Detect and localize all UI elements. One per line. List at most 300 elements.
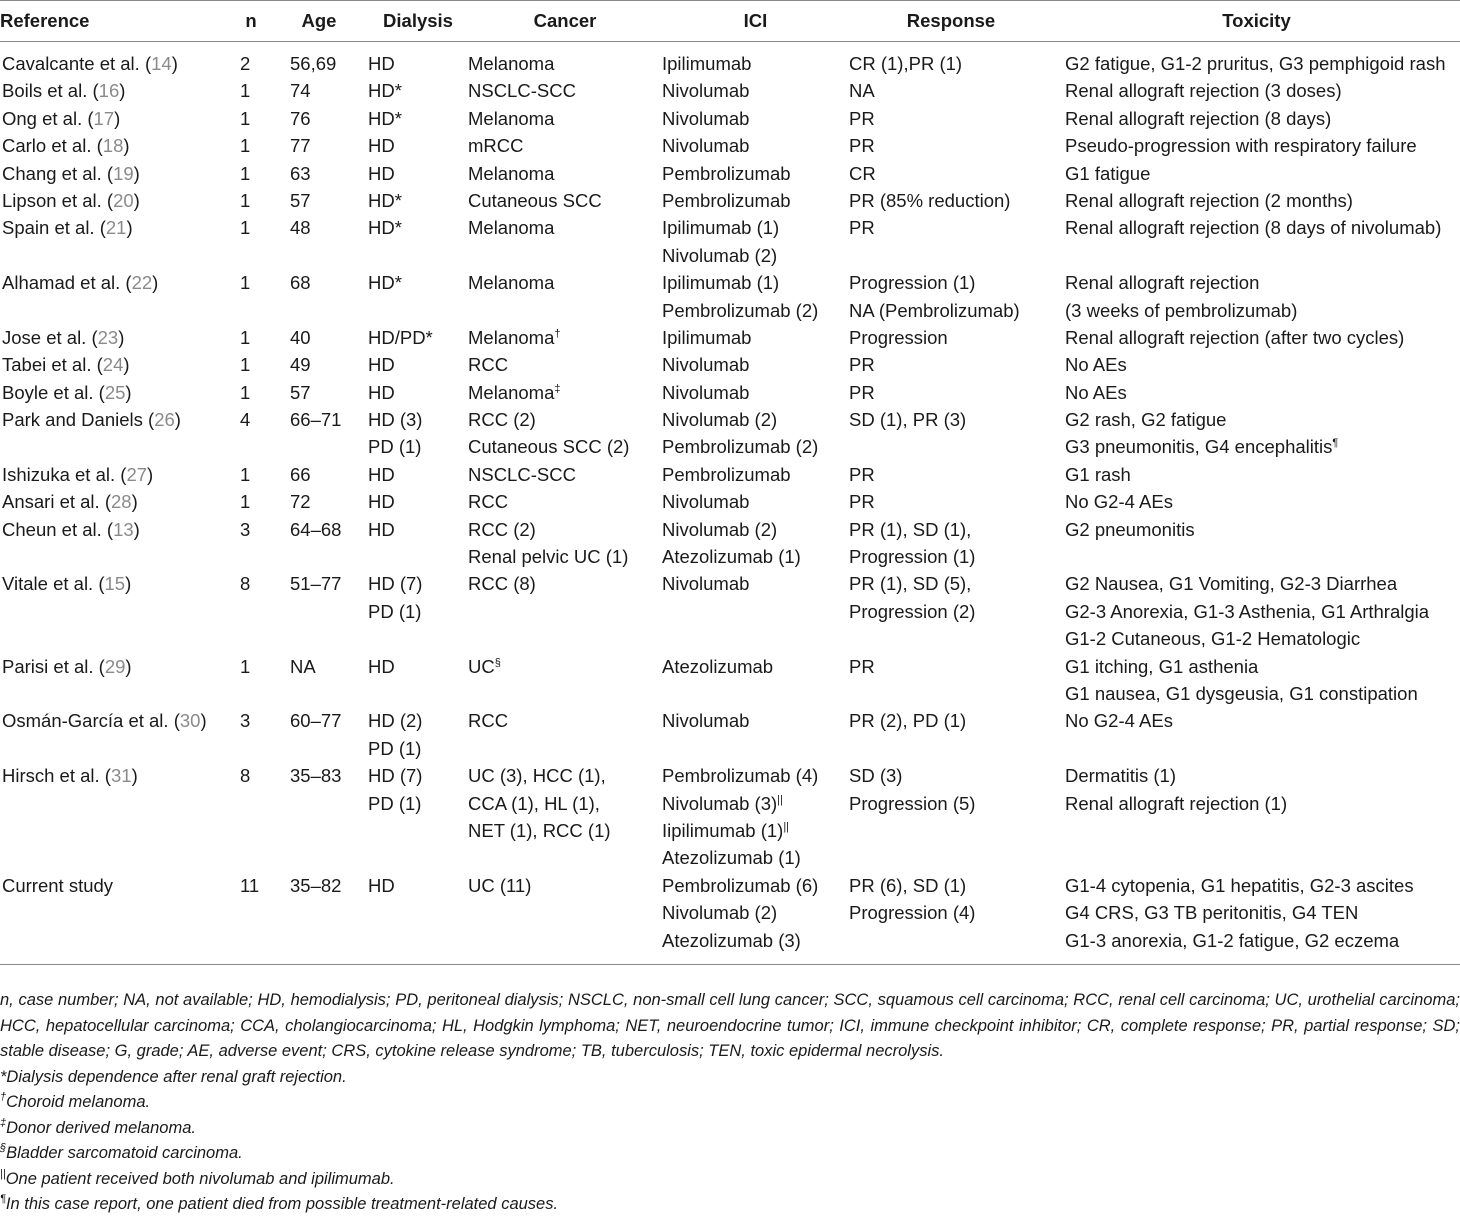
- age-value-text: 49: [290, 354, 311, 376]
- toxicity-line-text: G2 Nausea, G1 Vomiting, G2-3 Diarrhea: [1065, 573, 1398, 595]
- cell-cancer: [468, 351, 662, 378]
- response-line: [849, 297, 1053, 324]
- dialysis-line: [368, 379, 468, 406]
- cell-age: [270, 160, 368, 187]
- cell-toxicity: [1053, 461, 1460, 488]
- dialysis-line: [368, 488, 468, 515]
- citation-link[interactable]: 30: [179, 710, 201, 732]
- dialysis-line-text: HD*: [368, 189, 402, 211]
- ici-line: [662, 844, 849, 871]
- ici-line: [662, 488, 849, 515]
- citation-link[interactable]: 27: [126, 463, 148, 485]
- toxicity-line-text: Renal allograft rejection (3 doses): [1065, 80, 1342, 102]
- age-value-text: 66–71: [290, 409, 342, 431]
- ici-line: [662, 543, 849, 570]
- cell-toxicity: [1053, 379, 1460, 406]
- header-ici: ICI: [662, 1, 849, 42]
- cell-response: [849, 570, 1053, 652]
- cell-ici: [662, 653, 849, 708]
- n-value-text: 1: [240, 354, 251, 376]
- cancer-line-text: Melanoma: [468, 381, 555, 403]
- cell-cancer: [468, 160, 662, 187]
- toxicity-line: [1065, 214, 1460, 241]
- dialysis-line-text: HD: [368, 655, 395, 677]
- toxicity-line-text: G4 CRS, G3 TB peritonitis, G4 TEN: [1065, 902, 1359, 924]
- toxicity-line: [1065, 406, 1460, 433]
- n-value-text: 1: [240, 135, 251, 157]
- cell-cancer: [468, 516, 662, 571]
- cancer-line-text: RCC: [468, 354, 509, 376]
- table-row: [0, 214, 1460, 269]
- response-line: [849, 790, 1053, 817]
- ici-line-text: Atezolizumab (1): [662, 847, 801, 869]
- citation-link[interactable]: 17: [93, 107, 115, 129]
- age-value: [290, 488, 368, 515]
- citation-link[interactable]: 15: [104, 573, 126, 595]
- cancer-line-text: Melanoma: [468, 217, 555, 239]
- toxicity-line-text: G1 nausea, G1 dysgeusia, G1 constipation: [1065, 682, 1418, 704]
- cell-ici: [662, 324, 849, 351]
- citation-link[interactable]: 23: [97, 326, 119, 348]
- age-value-text: 48: [290, 217, 311, 239]
- response-line-text: PR: [849, 463, 875, 485]
- response-line-text: PR: [849, 135, 875, 157]
- age-value-text: 64–68: [290, 518, 342, 540]
- citation-link[interactable]: 22: [131, 272, 153, 294]
- cell-cancer: [468, 269, 662, 324]
- cell-ici: [662, 160, 849, 187]
- cancer-line: [468, 488, 662, 515]
- reference-author: Carlo et al.: [2, 135, 92, 157]
- toxicity-line: [1065, 570, 1460, 597]
- response-line: [849, 187, 1053, 214]
- cell-response: [849, 324, 1053, 351]
- ici-line-text: Pembrolizumab: [662, 463, 791, 485]
- citation-link[interactable]: 26: [154, 409, 175, 431]
- header-reference: Reference: [0, 1, 232, 42]
- dialysis-line-text: PD (1): [368, 436, 422, 458]
- dialysis-line: [368, 653, 468, 680]
- cell-reference: [0, 77, 232, 104]
- reference-line: Cheun et al. (13): [2, 518, 140, 540]
- reference-author: Osmán-García et al.: [2, 710, 169, 732]
- citation-link[interactable]: 24: [102, 354, 124, 376]
- cancer-line-text: RCC (2): [468, 518, 536, 540]
- cell-response: [849, 707, 1053, 762]
- ici-line-text: Nivolumab (2): [662, 409, 778, 431]
- ici-line-text: Ipilimumab (1): [662, 272, 780, 294]
- header-cancer: Cancer: [468, 1, 662, 42]
- toxicity-line: [1065, 160, 1460, 187]
- cancer-line: [468, 379, 662, 406]
- ici-line-text: Nivolumab (2): [662, 244, 778, 266]
- cell-response: [849, 488, 1053, 515]
- ici-line: [662, 160, 849, 187]
- cancer-line: [468, 351, 662, 378]
- toxicity-line-text: G1 fatigue: [1065, 162, 1151, 184]
- cell-age: [270, 379, 368, 406]
- cell-dialysis: [368, 516, 468, 571]
- footnote-line: [0, 1090, 1460, 1116]
- toxicity-line: [1065, 598, 1460, 625]
- reference-author: Current study: [2, 874, 114, 896]
- cell-response: [849, 42, 1053, 78]
- footnote-mark: ||: [783, 820, 790, 833]
- age-value: [290, 872, 368, 899]
- n-value-text: 3: [240, 710, 251, 732]
- n-value: [240, 50, 270, 77]
- cancer-line-text: Melanoma: [468, 107, 555, 129]
- cell-age: [270, 214, 368, 269]
- cell-cancer: [468, 379, 662, 406]
- dialysis-line: [368, 50, 468, 77]
- cancer-line: [468, 817, 662, 844]
- ici-line: [662, 351, 849, 378]
- cell-ici: [662, 461, 849, 488]
- citation-link[interactable]: 28: [111, 491, 132, 513]
- ici-line: [662, 461, 849, 488]
- cancer-line: [468, 105, 662, 132]
- cancer-line-text: CCA (1), HL (1),: [468, 792, 600, 814]
- n-value-text: 1: [240, 162, 251, 184]
- response-line: [849, 461, 1053, 488]
- citation-link[interactable]: 18: [102, 135, 124, 157]
- age-value-text: 68: [290, 272, 311, 294]
- toxicity-line-text: No AEs: [1065, 381, 1127, 403]
- cell-response: [849, 406, 1053, 461]
- cancer-line: [468, 570, 662, 597]
- citation-link[interactable]: 13: [113, 518, 134, 540]
- cell-response: [849, 214, 1053, 269]
- footnote-line: [0, 1141, 1460, 1167]
- cell-n: [232, 488, 270, 515]
- dialysis-line-text: PD (1): [368, 737, 422, 759]
- cell-n: [232, 269, 270, 324]
- age-value-text: 66: [290, 463, 311, 485]
- dialysis-line-text: HD: [368, 162, 395, 184]
- response-line: [849, 50, 1053, 77]
- ici-line-text: Pembrolizumab: [662, 162, 791, 184]
- cell-dialysis: [368, 160, 468, 187]
- cell-reference: [0, 105, 232, 132]
- toxicity-line-text: G2 pneumonitis: [1065, 518, 1195, 540]
- n-value-text: 4: [240, 409, 251, 431]
- age-value-text: 60–77: [290, 710, 342, 732]
- toxicity-line-text: Renal allograft rejection (2 months): [1065, 189, 1353, 211]
- cell-toxicity: [1053, 872, 1460, 965]
- ici-line-text: Iipilimumab (1): [662, 819, 784, 841]
- toxicity-line-text: G1 rash: [1065, 463, 1131, 485]
- footnote-text: Donor derived melanoma.: [6, 1118, 196, 1137]
- ici-line: [662, 50, 849, 77]
- cell-toxicity: [1053, 214, 1460, 269]
- cell-n: [232, 351, 270, 378]
- n-value-text: 1: [240, 107, 251, 129]
- toxicity-line-text: G2 fatigue, G1-2 pruritus, G3 pemphigoid rash: [1065, 53, 1446, 74]
- age-value-text: NA: [290, 655, 316, 677]
- table-body: [0, 42, 1460, 965]
- abbreviations-note: n, case number; NA, not available; HD, hemodialysis; PD, peritoneal dialysis; NSCLC, non-small cell lung cancer; SCC, squamous cell carcinoma; RCC, renal cell carcinoma; UC, urothelial carcinoma; HCC, hepatocellular carcinoma; CCA, cholangiocarcinoma; HL, Hodgkin lymphoma; NET, neuroendocrine tumor; ICI, immune checkpoint inhibitor; CR, complete response; PR, partial response; SD; stable disease; G, grade; AE, adverse event; CRS, cytokine release syndrome; TB, tuberculosis; TEN, toxic epidermal necrolysis.: [0, 991, 1460, 1060]
- n-value-text: 11: [240, 874, 260, 896]
- n-value: [240, 132, 270, 159]
- ici-line: [662, 872, 849, 899]
- cell-cancer: [468, 132, 662, 159]
- response-line: [849, 899, 1053, 926]
- cancer-line-text: NSCLC-SCC: [468, 463, 576, 485]
- n-value-text: 1: [240, 189, 251, 211]
- n-value: [240, 653, 270, 680]
- citation-link[interactable]: 14: [151, 53, 172, 74]
- response-line: [849, 653, 1053, 680]
- toxicity-line: [1065, 324, 1460, 351]
- response-line: [849, 707, 1053, 734]
- table-row: [0, 105, 1460, 132]
- reference-line: Tabei et al. (24): [2, 354, 130, 376]
- reference-line: Chang et al. (19): [2, 162, 140, 184]
- cell-reference: [0, 406, 232, 461]
- footnote-symbol: §: [0, 1142, 7, 1154]
- cell-n: [232, 160, 270, 187]
- cell-reference: [0, 653, 232, 708]
- toxicity-line-text: Dermatitis (1): [1065, 765, 1177, 787]
- cell-dialysis: [368, 707, 468, 762]
- dialysis-line: [368, 872, 468, 899]
- n-value: [240, 324, 270, 351]
- table-row: [0, 160, 1460, 187]
- footnote-mark: §: [494, 656, 501, 669]
- toxicity-line-text: No G2-4 AEs: [1065, 710, 1173, 732]
- toxicity-line: [1065, 762, 1460, 789]
- ici-line-text: Nivolumab (2): [662, 518, 778, 540]
- cell-reference: [0, 160, 232, 187]
- table-row: [0, 269, 1460, 324]
- cancer-line: [468, 406, 662, 433]
- cell-dialysis: [368, 105, 468, 132]
- ici-line: [662, 653, 849, 680]
- cell-toxicity: [1053, 516, 1460, 571]
- ici-line-text: Pembrolizumab (2): [662, 299, 819, 321]
- citation-link[interactable]: 16: [98, 80, 120, 102]
- ici-line-text: Nivolumab: [662, 354, 750, 376]
- cancer-line: [468, 132, 662, 159]
- cell-cancer: [468, 324, 662, 351]
- ici-line-text: Nivolumab (3): [662, 792, 778, 814]
- dialysis-line: [368, 132, 468, 159]
- cancer-line: [468, 77, 662, 104]
- n-value: [240, 488, 270, 515]
- cell-n: [232, 324, 270, 351]
- response-line-text: SD (1), PR (3): [849, 409, 967, 431]
- cell-ici: [662, 214, 849, 269]
- response-line: [849, 570, 1053, 597]
- reference-line: Boils et al. (16): [2, 80, 126, 102]
- cancer-line: [468, 461, 662, 488]
- cell-response: [849, 77, 1053, 104]
- cell-cancer: [468, 707, 662, 762]
- footnote-text: Choroid melanoma.: [6, 1093, 151, 1111]
- cell-dialysis: [368, 872, 468, 965]
- age-value-text: 40: [290, 326, 311, 348]
- n-value: [240, 406, 270, 433]
- toxicity-line-text: (3 weeks of pembrolizumab): [1065, 299, 1298, 321]
- citation-link[interactable]: 25: [104, 381, 126, 403]
- dialysis-line-text: PD (1): [368, 600, 422, 622]
- cell-n: [232, 132, 270, 159]
- cell-reference: [0, 707, 232, 762]
- cell-ici: [662, 77, 849, 104]
- cell-reference: [0, 187, 232, 214]
- citation-link[interactable]: 20: [113, 189, 134, 211]
- age-value: [290, 187, 368, 214]
- citation-link[interactable]: 19: [113, 162, 134, 184]
- toxicity-line-text: G1-2 Cutaneous, G1-2 Hematologic: [1065, 628, 1361, 650]
- age-value-text: 72: [290, 491, 311, 513]
- toxicity-line: [1065, 516, 1460, 543]
- footnote-text: In this case report, one patient died from possible treatment-related causes.: [5, 1195, 559, 1213]
- reference-author: Boils et al.: [2, 80, 88, 102]
- cancer-line: [468, 187, 662, 214]
- response-line: [849, 269, 1053, 296]
- toxicity-line-text: G2 rash, G2 fatigue: [1065, 409, 1227, 431]
- reference-author: Boyle et al.: [2, 381, 94, 403]
- cell-reference: [0, 214, 232, 269]
- toxicity-line: [1065, 187, 1460, 214]
- reference-author: Chang et al.: [2, 162, 102, 184]
- reference-line: Spain et al. (21): [2, 217, 133, 239]
- response-line-text: PR: [849, 655, 875, 677]
- toxicity-line: [1065, 872, 1460, 899]
- cell-toxicity: [1053, 105, 1460, 132]
- response-line-text: Progression (5): [849, 792, 976, 814]
- cell-cancer: [468, 42, 662, 78]
- age-value: [290, 762, 368, 789]
- cell-age: [270, 488, 368, 515]
- table-footnotes: [0, 988, 1460, 1218]
- ici-line: [662, 105, 849, 132]
- table-row: [0, 324, 1460, 351]
- ici-line: [662, 707, 849, 734]
- reference-author: Ong et al.: [2, 107, 83, 129]
- n-value: [240, 269, 270, 296]
- reference-author: Ishizuka et al.: [2, 463, 116, 485]
- table-row: [0, 379, 1460, 406]
- toxicity-line: [1065, 351, 1460, 378]
- age-value-text: 57: [290, 189, 311, 211]
- ici-line: [662, 324, 849, 351]
- cancer-line-text: Melanoma: [468, 53, 555, 74]
- cell-ici: [662, 187, 849, 214]
- footnote-line: [0, 1065, 1460, 1091]
- reference-author: Jose et al.: [2, 326, 87, 348]
- cell-reference: [0, 516, 232, 571]
- dialysis-line-text: HD: [368, 874, 395, 896]
- reference-line: Boyle et al. (25): [2, 381, 132, 403]
- response-line-text: SD (3): [849, 765, 903, 787]
- response-line-text: PR: [849, 354, 875, 376]
- cell-response: [849, 160, 1053, 187]
- dialysis-line: [368, 351, 468, 378]
- n-value-text: 1: [240, 326, 251, 348]
- reference-author: Alhamad et al.: [2, 272, 121, 294]
- n-value: [240, 570, 270, 597]
- header-age: Age: [270, 1, 368, 42]
- ici-line-text: Atezolizumab (3): [662, 929, 801, 951]
- ici-line-text: Ipilimumab (1): [662, 217, 780, 239]
- toxicity-line: [1065, 927, 1460, 954]
- age-value-text: 63: [290, 162, 311, 184]
- reference-line: Alhamad et al. (22): [2, 272, 159, 294]
- toxicity-line-text: G2-3 Anorexia, G1-3 Asthenia, G1 Arthralgia: [1065, 600, 1430, 622]
- cell-response: [849, 872, 1053, 965]
- cell-toxicity: [1053, 187, 1460, 214]
- header-toxicity: Toxicity: [1053, 1, 1460, 42]
- table-row: [0, 516, 1460, 571]
- age-value: [290, 77, 368, 104]
- dialysis-line-text: HD: [368, 135, 395, 157]
- ici-line-text: Nivolumab: [662, 135, 750, 157]
- dialysis-line: [368, 160, 468, 187]
- toxicity-line: [1065, 105, 1460, 132]
- dialysis-line: [368, 790, 468, 817]
- age-value: [290, 570, 368, 597]
- n-value: [240, 461, 270, 488]
- cell-cancer: [468, 653, 662, 708]
- citation-link[interactable]: 21: [105, 217, 127, 239]
- ici-line: [662, 297, 849, 324]
- toxicity-line: [1065, 461, 1460, 488]
- ici-line-text: Nivolumab: [662, 573, 750, 595]
- n-value: [240, 105, 270, 132]
- dialysis-line: [368, 516, 468, 543]
- cell-dialysis: [368, 77, 468, 104]
- ici-line: [662, 899, 849, 926]
- cell-response: [849, 105, 1053, 132]
- reference-author: Parisi et al.: [2, 655, 94, 677]
- dialysis-line: [368, 324, 468, 351]
- toxicity-line: [1065, 132, 1460, 159]
- dialysis-line-text: HD: [368, 491, 395, 513]
- response-line: [849, 351, 1053, 378]
- reference-line: Jose et al. (23): [2, 326, 125, 348]
- dialysis-line-text: HD (7): [368, 765, 423, 787]
- citation-link[interactable]: 29: [104, 655, 126, 677]
- header-response: Response: [849, 1, 1053, 42]
- n-value: [240, 707, 270, 734]
- dialysis-line-text: HD: [368, 518, 395, 540]
- cell-n: [232, 187, 270, 214]
- toxicity-line-text: Renal allograft rejection: [1065, 272, 1260, 294]
- cell-cancer: [468, 762, 662, 872]
- response-line-text: NA: [849, 80, 875, 102]
- cancer-line: [468, 516, 662, 543]
- cell-n: [232, 77, 270, 104]
- footnote-text: One patient received both nivolumab and ipilimumab.: [5, 1169, 395, 1188]
- table-row: [0, 351, 1460, 378]
- toxicity-line: [1065, 625, 1460, 652]
- n-value: [240, 516, 270, 543]
- n-value-text: 3: [240, 518, 251, 540]
- dialysis-line-text: HD (2): [368, 710, 423, 732]
- ici-line-text: Atezolizumab: [662, 655, 774, 677]
- citation-link[interactable]: 31: [110, 765, 132, 787]
- ici-line-text: Atezolizumab (1): [662, 546, 801, 568]
- response-line: [849, 105, 1053, 132]
- table-row: [0, 406, 1460, 461]
- cell-n: [232, 653, 270, 708]
- cell-age: [270, 762, 368, 872]
- footnote-symbol: ¶: [0, 1193, 6, 1205]
- reference-author: Hirsch et al.: [2, 765, 100, 787]
